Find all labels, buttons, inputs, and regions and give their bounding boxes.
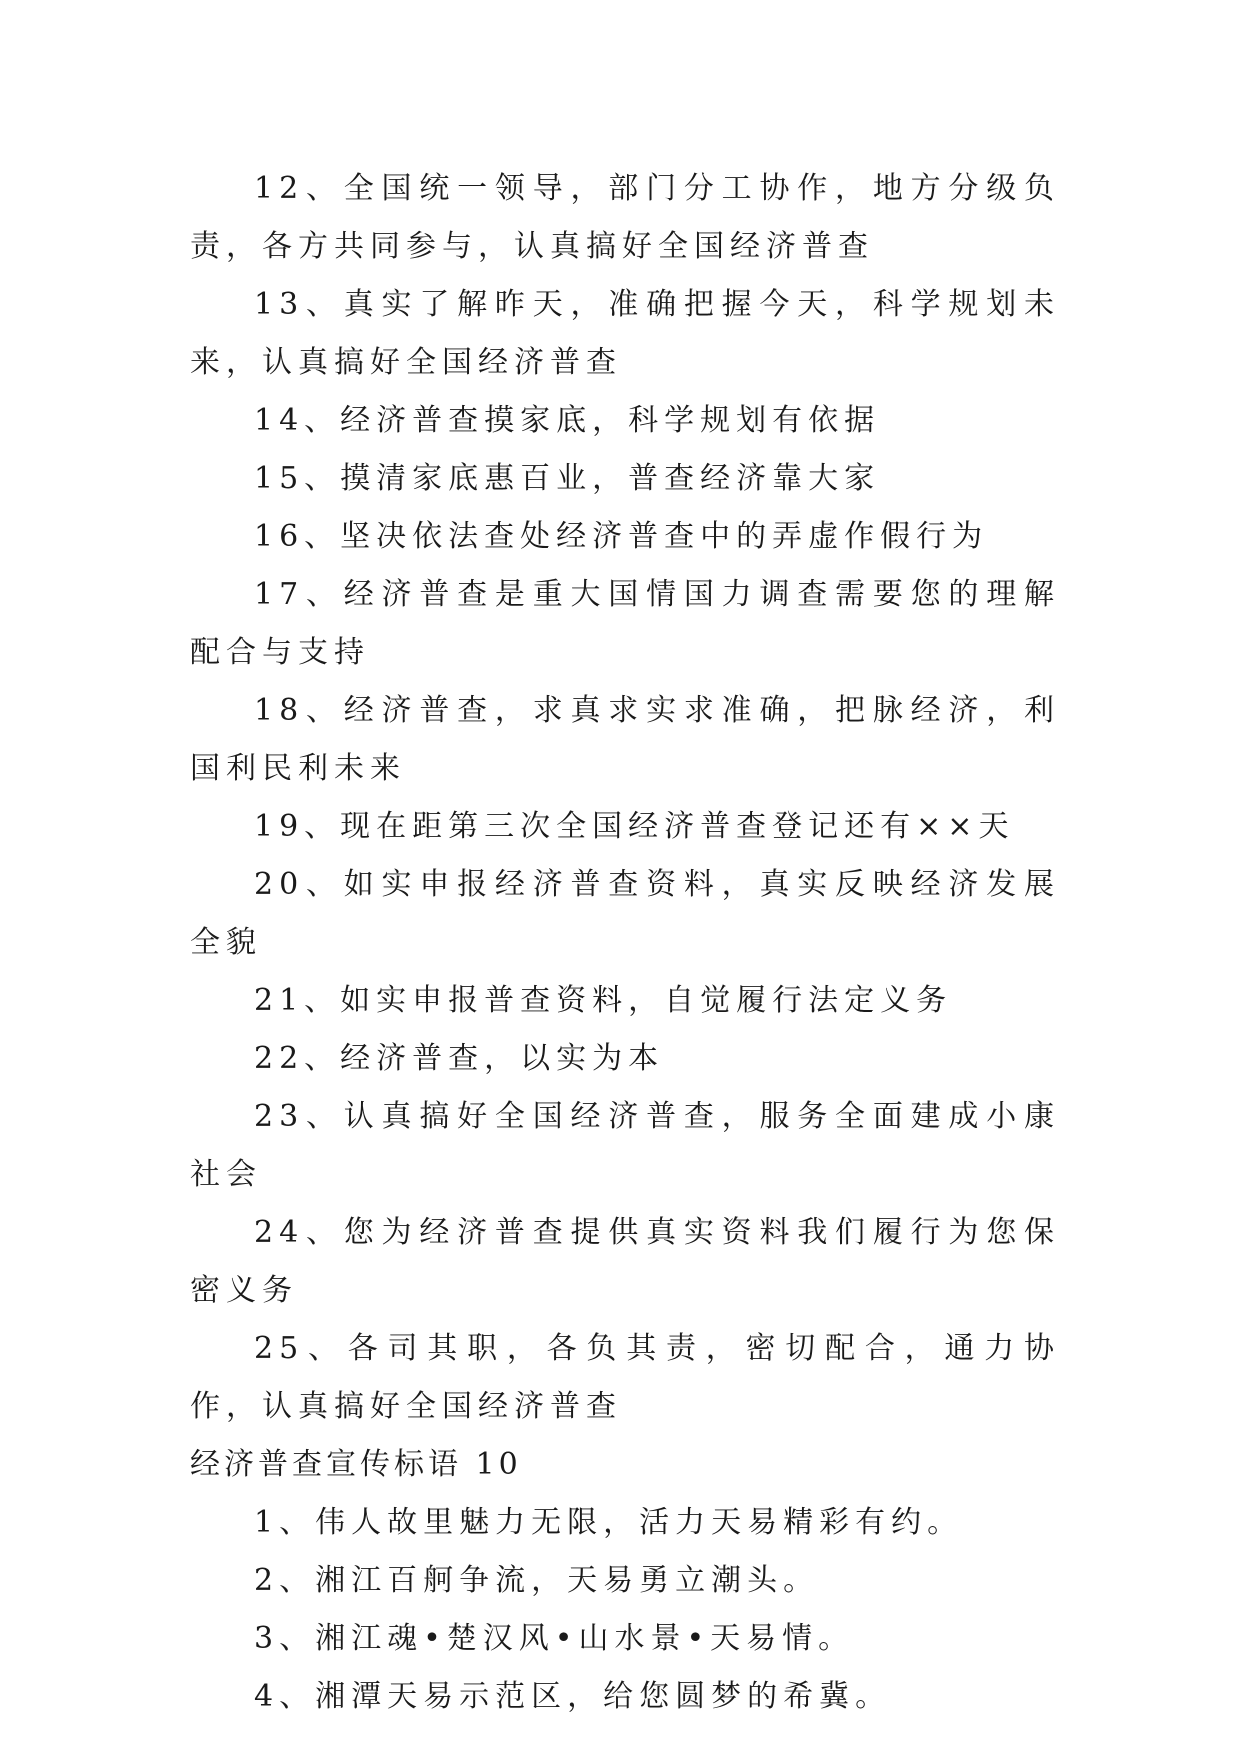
slogan-item-25: 25、各司其职，各负其责，密切配合，通力协作，认真搞好全国经济普查: [190, 1331, 1060, 1424]
slogan-item-16: 16、坚决依法查处经济普查中的弄虚作假行为: [254, 519, 989, 554]
slogan-item-19: 19、现在距第三次全国经济普查登记还有××天: [254, 809, 1015, 844]
slogan-item-12: 12、全国统一领导，部门分工协作，地方分级负责，各方共同参与，认真搞好全国经济普查: [190, 171, 1060, 264]
slogan-item-b2: 2、湘江百舸争流，天易勇立潮头。: [254, 1563, 820, 1598]
slogan-item-14: 14、经济普查摸家底，科学规划有依据: [254, 403, 881, 438]
slogan-item-b3: 3、湘江魂•楚汉风•山水景•天易情。: [254, 1621, 855, 1656]
slogan-item-17: 17、经济普查是重大国情国力调查需要您的理解配合与支持: [190, 577, 1060, 670]
slogan-item-18: 18、经济普查，求真求实求准确，把脉经济，利国利民利未来: [190, 693, 1060, 786]
section-heading: 经济普查宣传标语 10: [190, 1447, 522, 1482]
slogan-item-b1: 1、伟人故里魅力无限，活力天易精彩有约。: [254, 1505, 964, 1540]
document-body: [190, 160, 1060, 1726]
slogan-item-21: 21、如实申报普查资料，自觉履行法定义务: [254, 983, 953, 1018]
slogan-item-15: 15、摸清家底惠百业，普查经济靠大家: [254, 461, 881, 496]
slogan-item-22: 22、经济普查，以实为本: [254, 1041, 665, 1076]
slogan-item-b4: 4、湘潭天易示范区，给您圆梦的希冀。: [254, 1679, 892, 1714]
slogan-item-23: 23、认真搞好全国经济普查，服务全面建成小康社会: [190, 1099, 1060, 1192]
slogan-item-24: 24、您为经济普查提供真实资料我们履行为您保密义务: [190, 1215, 1060, 1308]
slogan-item-13: 13、真实了解昨天，准确把握今天，科学规划未来，认真搞好全国经济普查: [190, 287, 1060, 380]
slogan-item-20: 20、如实申报经济普查资料，真实反映经济发展全貌: [190, 867, 1060, 960]
